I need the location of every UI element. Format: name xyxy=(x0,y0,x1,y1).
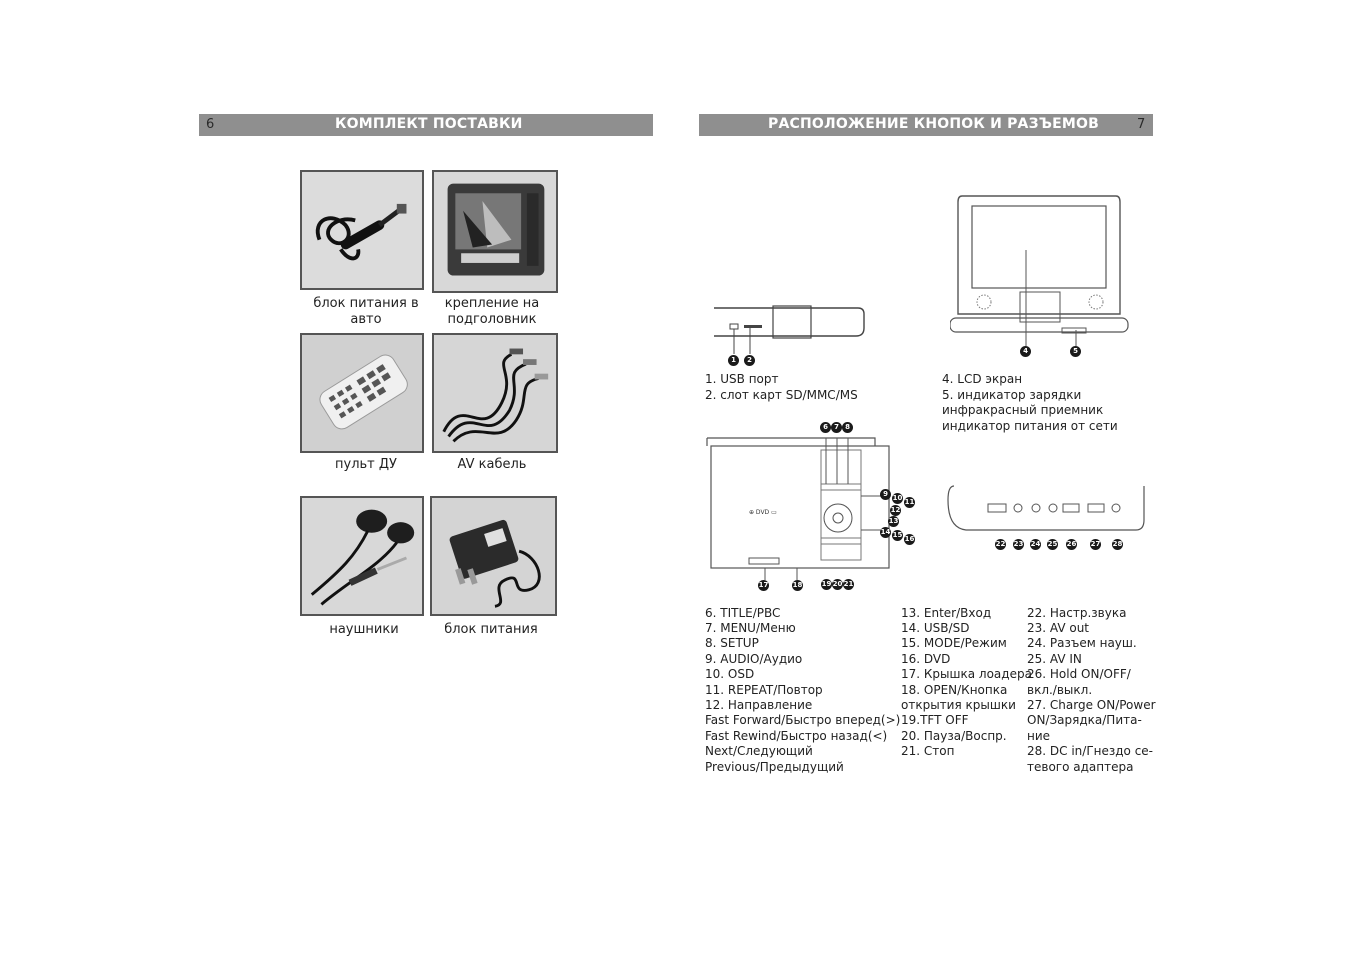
legend-line: 15. MODE/Режим xyxy=(901,636,1007,650)
legend-line: 16. DVD xyxy=(901,652,951,666)
callout-26-icon: 26 xyxy=(1066,540,1077,548)
callout-21-icon: 21 xyxy=(843,580,854,588)
legend-line: 20. Пауза/Воспр. xyxy=(901,729,1007,743)
svg-text:⊕ DVD ▭: ⊕ DVD ▭ xyxy=(749,509,777,516)
remote-control-icon xyxy=(300,333,424,453)
callout-16-icon: 16 xyxy=(904,535,915,543)
av-cable-icon xyxy=(432,333,558,453)
car-charger-icon xyxy=(300,170,424,290)
headrest-mount-icon xyxy=(432,170,558,293)
earphones-icon xyxy=(300,496,424,616)
callout-19-icon: 19 xyxy=(821,580,832,588)
item-caption: блок питания xyxy=(444,622,538,637)
legend-line: 21. Стоп xyxy=(901,744,955,758)
label-ir-receiver: инфракрасный приемник xyxy=(942,403,1104,417)
legend-line: Previous/Предыдущий xyxy=(705,760,844,774)
legend-line: 11. REPEAT/Повтор xyxy=(705,683,823,697)
device-top-diagram xyxy=(705,434,920,594)
label-usb-port: 1. USB порт xyxy=(705,372,779,386)
label-lcd: 4. LCD экран xyxy=(942,372,1023,386)
legend-line: 27. Charge ON/Power xyxy=(1027,698,1156,712)
page-title: РАСПОЛОЖЕНИЕ КНОПОК И РАЗЪЕМОВ xyxy=(768,116,1099,132)
label-charge-indicator: 5. индикатор зарядки xyxy=(942,388,1082,402)
legend-line: 18. OPEN/Кнопка xyxy=(901,683,1008,697)
page-title: КОМПЛЕКТ ПОСТАВКИ xyxy=(335,116,523,132)
callout-28-icon: 28 xyxy=(1112,540,1123,548)
callout-12-icon: 12 xyxy=(890,506,901,514)
legend-line: Fast Forward/Быстро вперед(>) xyxy=(705,713,901,727)
legend-line: 7. MENU/Меню xyxy=(705,621,796,635)
callout-22-icon: 22 xyxy=(995,540,1006,548)
legend-line: 8. SETUP xyxy=(705,636,759,650)
page-number: 7 xyxy=(1137,117,1146,132)
item-caption: блок питания в авто xyxy=(313,296,419,327)
legend-line: 10. OSD xyxy=(705,667,755,681)
page-number: 6 xyxy=(206,117,215,132)
callout-23-icon: 23 xyxy=(1013,540,1024,548)
legend-line: Next/Следующий xyxy=(705,744,813,758)
legend-line: открытия крышки xyxy=(901,698,1016,712)
legend-line: 19.TFT OFF xyxy=(901,713,969,727)
callout-17-icon: 17 xyxy=(758,581,769,589)
item-caption: AV кабель xyxy=(457,457,527,472)
legend-line: 25. AV IN xyxy=(1027,652,1082,666)
left-page-header xyxy=(199,114,653,136)
legend-line: 14. USB/SD xyxy=(901,621,970,635)
legend-line: 13. Enter/Вход xyxy=(901,606,992,620)
callout-5-icon: 5 xyxy=(1070,346,1081,357)
callout-4-icon: 4 xyxy=(1020,346,1031,357)
legend-line: 17. Крышка лоадера xyxy=(901,667,1032,681)
legend-line: 24. Разъем науш. xyxy=(1027,636,1137,650)
callout-10-icon: 10 xyxy=(892,494,903,502)
device-screen-diagram xyxy=(950,190,1130,360)
device-back-diagram xyxy=(946,480,1146,540)
legend-line: Fast Rewind/Быстро назад(<) xyxy=(705,729,888,743)
callout-15-icon: 15 xyxy=(892,531,903,539)
label-card-slot: 2. слот карт SD/MMC/MS xyxy=(705,388,858,402)
legend-line: 6. TITLE/PBC xyxy=(705,606,781,620)
legend-line: 9. AUDIO/Аудио xyxy=(705,652,803,666)
legend-line: 22. Настр.звука xyxy=(1027,606,1127,620)
power-adapter-icon xyxy=(430,496,557,616)
label-power-indicator: индикатор питания от сети xyxy=(942,419,1118,433)
item-caption: крепление на подголовник xyxy=(444,296,540,327)
callout-25-icon: 25 xyxy=(1047,540,1058,548)
right-page-header xyxy=(699,114,1153,136)
callout-13-icon: 13 xyxy=(888,517,899,525)
legend-line: вкл./выкл. xyxy=(1027,683,1093,697)
callout-27-icon: 27 xyxy=(1090,540,1101,548)
legend-line: 28. DC in/Гнездо се- xyxy=(1027,744,1154,758)
callout-1-icon: 1 xyxy=(728,355,739,366)
item-caption: пульт ДУ xyxy=(335,457,397,472)
callout-18-icon: 18 xyxy=(792,581,803,589)
callout-9-icon: 9 xyxy=(880,489,891,500)
callout-14-icon: 14 xyxy=(880,528,891,536)
callout-20-icon: 20 xyxy=(832,580,843,588)
legend-line: ние xyxy=(1027,729,1051,743)
item-caption: наушники xyxy=(329,622,399,637)
legend-line: 23. AV out xyxy=(1027,621,1090,635)
legend-line: 12. Направление xyxy=(705,698,813,712)
callout-8-icon: 8 xyxy=(842,422,853,433)
callout-24-icon: 24 xyxy=(1030,540,1041,548)
legend-line: ON/Зарядка/Пита- xyxy=(1027,713,1142,727)
callout-7-icon: 7 xyxy=(831,422,842,433)
legend-line: 26. Hold ON/OFF/ xyxy=(1027,667,1131,681)
callout-2-icon: 2 xyxy=(744,355,755,366)
callout-6-icon: 6 xyxy=(820,422,831,433)
callout-11-icon: 11 xyxy=(904,498,915,506)
legend-line: тевого адаптера xyxy=(1027,760,1134,774)
